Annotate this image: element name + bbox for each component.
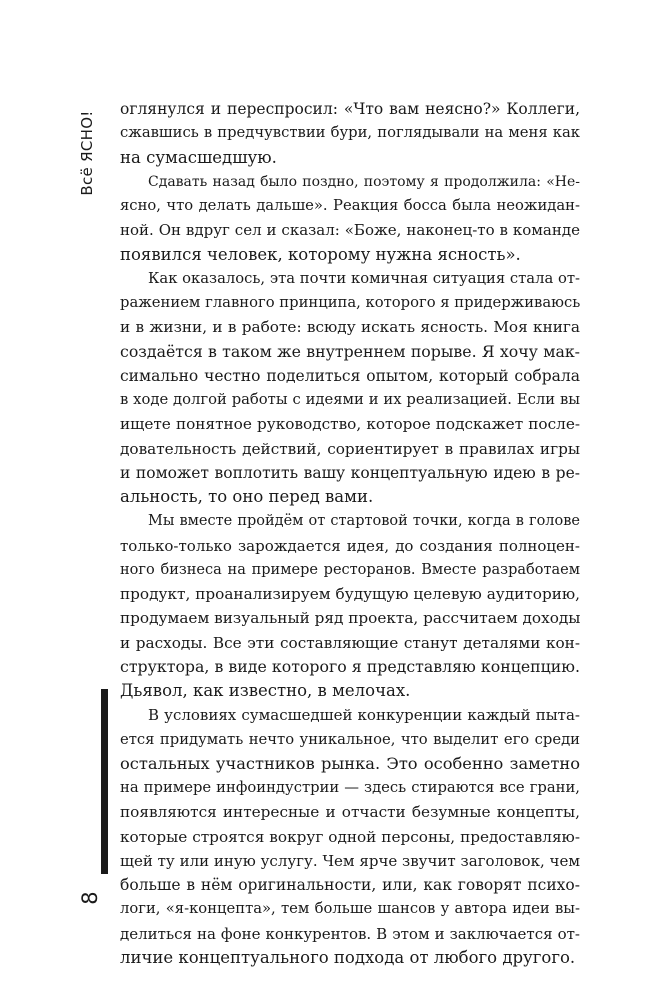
text-line: продукт, проанализируем будущую целевую аудиторию, <box>120 585 580 603</box>
running-head-text: Всё ЯСНО! <box>78 110 96 196</box>
text-line: делиться на фоне конкурентов. В этом и заключается от- <box>120 924 580 943</box>
text-line: ясно, что делать дальше». Реакция босса была неожидан- <box>120 197 580 214</box>
running-head <box>77 103 97 203</box>
page-number-text: 8 <box>78 891 102 905</box>
folio-bar <box>101 689 108 874</box>
text-line: ищете понятное руководство, которое подскажет после- <box>120 415 580 434</box>
text-line: довательность действий, сориентирует в правилах игры <box>120 439 580 458</box>
text-line: Как оказалось, эта почти комичная ситуация стала от- <box>148 269 580 287</box>
text-line: ется придумать нечто уникальное, что выделит его среди <box>120 730 580 748</box>
text-line: сжавшись в предчувствии бури, поглядывали на меня как <box>120 124 580 142</box>
text-line: альность, то оно перед вами. <box>120 487 374 506</box>
body-text <box>120 97 580 970</box>
text-line: Дьявол, как известно, в мелочах. <box>120 681 411 700</box>
text-line: больше в нём оригинальности, или, как говорят психо- <box>120 876 580 894</box>
text-line: личие концептуального подхода от любого другого. <box>120 947 576 967</box>
page-number <box>77 878 103 918</box>
text-line: ражением главного принципа, которого я придерживаюсь <box>120 294 581 311</box>
text-line: структора, в виде которого я представляю концепцию. <box>120 656 580 676</box>
text-line: остальных участников рынка. Это особенно заметно <box>120 753 580 773</box>
text-line: продумаем визуальный ряд проекта, рассчитаем доходы <box>120 609 581 628</box>
text-line: появился человек, которому нужна ясность». <box>120 244 521 264</box>
text-line: и расходы. Все эти составляющие станут деталями кон- <box>120 633 580 652</box>
text-line: которые строятся вокруг одной персоны, предоставляю- <box>120 827 580 846</box>
text-line: Сдавать назад было поздно, поэтому я продолжила: «Не- <box>148 173 580 190</box>
text-line: Мы вместе пройдём от стартовой точки, когда в голове <box>148 513 580 530</box>
text-line: логи, «я-концепта», тем больше шансов у автора идеи вы- <box>120 900 580 918</box>
text-line: только-только зарождается идея, до создания полноцен- <box>120 536 580 555</box>
text-line: в ходе долгой работы с идеями и их реализацией. Если вы <box>120 391 580 408</box>
text-line: создаётся в таком же внутреннем порыве. Я хочу мак- <box>120 341 580 361</box>
text-line: появляются интересные и отчасти безумные концепты, <box>120 803 580 822</box>
text-line: симально честно поделиться опытом, который собрала <box>120 366 580 385</box>
text-line: на сумасшедшую. <box>120 147 277 167</box>
text-line: ного бизнеса на примере ресторанов. Вместе разработаем <box>120 561 580 578</box>
text-line: на примере инфоиндустрии — здесь стираются все грани, <box>120 779 580 796</box>
text-line: В условиях сумасшедшей конкуренции каждый пыта- <box>148 706 580 725</box>
text-line: и поможет воплотить вашу концептуальную идею в ре- <box>120 463 580 482</box>
text-line: ной. Он вдруг сел и сказал: «Боже, наконец-то в команде <box>120 221 580 240</box>
text-line: и в жизни, и в работе: всюду искать ясность. Моя книга <box>120 318 580 337</box>
text-line: щей ту или иную услугу. Чем ярче звучит заголовок, чем <box>120 851 580 870</box>
text-line: оглянулся и переспросил: «Что вам неясно?» Коллеги, <box>120 100 580 118</box>
